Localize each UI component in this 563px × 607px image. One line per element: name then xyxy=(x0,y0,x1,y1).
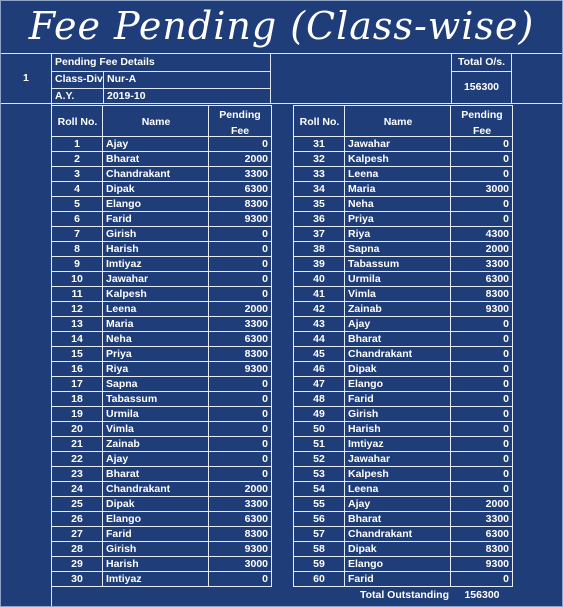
pending-fee-cell: 0 xyxy=(451,317,513,332)
pending-fee-cell: 0 xyxy=(451,437,513,452)
pending-fee-cell: 4300 xyxy=(451,227,513,242)
pending-fee-cell: 9300 xyxy=(451,302,513,317)
roll-number-cell: 42 xyxy=(294,302,345,317)
name-cell: Tabassum xyxy=(103,392,209,407)
table-row xyxy=(52,272,272,287)
pending-fee-cell: 8300 xyxy=(451,287,513,302)
pending-fee-cell: 8300 xyxy=(209,347,272,362)
roll-number-cell: 57 xyxy=(294,527,345,542)
name-cell: Girish xyxy=(103,227,209,242)
name-cell: Kalpesh xyxy=(345,152,451,167)
header-roll-right: Roll No. xyxy=(299,116,340,128)
pending-fee-cell: 0 xyxy=(209,242,272,257)
pending-fee-cell: 0 xyxy=(451,377,513,392)
divider xyxy=(103,71,104,104)
table-row xyxy=(294,212,513,227)
roll-number-cell: 15 xyxy=(52,347,103,362)
pending-fee-cell: 0 xyxy=(209,392,272,407)
divider xyxy=(51,53,52,104)
table-row xyxy=(52,452,272,467)
table-row xyxy=(52,437,272,452)
roll-number-cell: 4 xyxy=(52,182,103,197)
name-cell: Priya xyxy=(345,212,451,227)
pending-fee-cell: 2000 xyxy=(209,152,272,167)
pending-fee-cell: 2000 xyxy=(209,482,272,497)
pending-fee-cell: 0 xyxy=(451,212,513,227)
name-cell: Elango xyxy=(345,377,451,392)
header-name-left: Name xyxy=(141,116,171,128)
pending-fee-cell: 0 xyxy=(209,407,272,422)
pending-fee-cell: 9300 xyxy=(209,542,272,557)
table-row xyxy=(294,152,513,167)
pending-fee-cell: 2000 xyxy=(209,302,272,317)
roll-number-cell: 5 xyxy=(52,197,103,212)
fee-table-right xyxy=(293,105,513,587)
table-row xyxy=(294,227,513,242)
table-row xyxy=(52,287,272,302)
roll-number-cell: 17 xyxy=(52,377,103,392)
table-row xyxy=(294,302,513,317)
table-row xyxy=(294,242,513,257)
table-row xyxy=(294,542,513,557)
name-cell: Chandrakant xyxy=(345,527,451,542)
divider xyxy=(511,53,512,104)
roll-number-cell: 35 xyxy=(294,197,345,212)
name-cell: Farid xyxy=(103,527,209,542)
pending-fee-cell: 0 xyxy=(451,572,513,587)
table-row xyxy=(52,152,272,167)
pending-fee-cell: 3000 xyxy=(451,182,513,197)
roll-number-cell: 16 xyxy=(52,362,103,377)
table-row xyxy=(294,572,513,587)
roll-number-cell: 6 xyxy=(52,212,103,227)
ay-label: A.Y. xyxy=(55,90,75,102)
name-cell: Dipak xyxy=(345,542,451,557)
pending-fee-cell: 0 xyxy=(451,197,513,212)
table-row xyxy=(294,407,513,422)
name-cell: Riya xyxy=(345,227,451,242)
header-name-right: Name xyxy=(383,116,413,128)
table-row xyxy=(52,512,272,527)
pending-fee-cell: 0 xyxy=(451,452,513,467)
name-cell: Riya xyxy=(103,362,209,377)
pending-fee-cell: 3300 xyxy=(209,167,272,182)
name-cell: Chandrakant xyxy=(103,482,209,497)
roll-number-cell: 22 xyxy=(52,452,103,467)
table-row xyxy=(294,347,513,362)
divider xyxy=(1,103,562,104)
name-cell: Ajay xyxy=(103,137,209,152)
pending-fee-cell: 2000 xyxy=(451,242,513,257)
table-row xyxy=(52,392,272,407)
roll-number-cell: 48 xyxy=(294,392,345,407)
roll-number-cell: 23 xyxy=(52,467,103,482)
name-cell: Bharat xyxy=(345,512,451,527)
divider xyxy=(51,88,271,89)
roll-number-cell: 3 xyxy=(52,167,103,182)
pending-fee-cell: 9300 xyxy=(209,212,272,227)
name-cell: Imtiyaz xyxy=(103,572,209,587)
pending-fee-cell: 0 xyxy=(451,362,513,377)
table-row xyxy=(52,572,272,587)
name-cell: Zainab xyxy=(103,437,209,452)
header-fee-right: Pending Fee xyxy=(461,109,503,137)
table-row xyxy=(294,497,513,512)
name-cell: Chandrakant xyxy=(345,347,451,362)
roll-number-cell: 59 xyxy=(294,557,345,572)
name-cell: Farid xyxy=(345,572,451,587)
table-row xyxy=(52,362,272,377)
name-cell: Jawahar xyxy=(345,452,451,467)
roll-number-cell: 1 xyxy=(52,137,103,152)
pending-fee-cell: 6300 xyxy=(209,332,272,347)
table-row xyxy=(52,317,272,332)
serial-number: 1 xyxy=(23,72,29,84)
table-row xyxy=(52,407,272,422)
name-cell: Leena xyxy=(345,167,451,182)
table-row xyxy=(52,482,272,497)
name-cell: Sapna xyxy=(345,242,451,257)
roll-number-cell: 25 xyxy=(52,497,103,512)
pending-fee-cell: 6300 xyxy=(209,182,272,197)
roll-number-cell: 20 xyxy=(52,422,103,437)
roll-number-cell: 28 xyxy=(52,542,103,557)
name-cell: Maria xyxy=(345,182,451,197)
pending-fee-cell: 0 xyxy=(209,272,272,287)
name-cell: Jawahar xyxy=(103,272,209,287)
pending-fee-cell: 8300 xyxy=(451,542,513,557)
roll-number-cell: 56 xyxy=(294,512,345,527)
table-row xyxy=(294,167,513,182)
table-row xyxy=(294,557,513,572)
table-row xyxy=(52,197,272,212)
roll-number-cell: 30 xyxy=(52,572,103,587)
name-cell: Dipak xyxy=(103,497,209,512)
name-cell: Kalpesh xyxy=(345,467,451,482)
name-cell: Maria xyxy=(103,317,209,332)
pending-fee-cell: 0 xyxy=(451,482,513,497)
name-cell: Girish xyxy=(103,542,209,557)
name-cell: Imtiyaz xyxy=(103,257,209,272)
pending-fee-cell: 3300 xyxy=(209,317,272,332)
name-cell: Elango xyxy=(103,197,209,212)
roll-number-cell: 41 xyxy=(294,287,345,302)
name-cell: Bharat xyxy=(103,152,209,167)
name-cell: Girish xyxy=(345,407,451,422)
roll-number-cell: 45 xyxy=(294,347,345,362)
pending-fee-cell: 0 xyxy=(209,452,272,467)
ay-value: 2019-10 xyxy=(107,90,146,102)
pending-fee-cell: 0 xyxy=(451,347,513,362)
table-row xyxy=(52,257,272,272)
roll-number-cell: 43 xyxy=(294,317,345,332)
name-cell: Neha xyxy=(103,332,209,347)
pending-fee-cell: 3300 xyxy=(451,257,513,272)
pending-fee-cell: 0 xyxy=(451,407,513,422)
roll-number-cell: 21 xyxy=(52,437,103,452)
name-cell: Vimla xyxy=(103,422,209,437)
roll-number-cell: 13 xyxy=(52,317,103,332)
name-cell: Jawahar xyxy=(345,137,451,152)
table-row xyxy=(294,467,513,482)
name-cell: Sapna xyxy=(103,377,209,392)
fee-table-left xyxy=(51,105,272,587)
roll-number-cell: 40 xyxy=(294,272,345,287)
name-cell: Elango xyxy=(103,512,209,527)
pending-fee-cell: 0 xyxy=(451,137,513,152)
table-row xyxy=(294,257,513,272)
class-value: Nur-A xyxy=(107,73,137,85)
pending-fee-cell: 0 xyxy=(209,422,272,437)
header-roll-left: Roll No. xyxy=(57,116,98,128)
roll-number-cell: 26 xyxy=(52,512,103,527)
table-row xyxy=(294,362,513,377)
divider xyxy=(270,53,271,104)
roll-number-cell: 34 xyxy=(294,182,345,197)
table-row xyxy=(52,377,272,392)
roll-number-cell: 27 xyxy=(52,527,103,542)
pending-fee-cell: 0 xyxy=(451,467,513,482)
name-cell: Urmila xyxy=(345,272,451,287)
roll-number-cell: 10 xyxy=(52,272,103,287)
name-cell: Farid xyxy=(345,392,451,407)
total-os-value: 156300 xyxy=(463,81,500,93)
pending-fee-cell: 0 xyxy=(451,152,513,167)
table-row xyxy=(52,542,272,557)
pending-fee-cell: 0 xyxy=(209,287,272,302)
divider xyxy=(451,71,512,72)
pending-fee-cell: 0 xyxy=(209,572,272,587)
roll-number-cell: 9 xyxy=(52,257,103,272)
roll-number-cell: 49 xyxy=(294,407,345,422)
table-row xyxy=(294,197,513,212)
pending-fee-cell: 0 xyxy=(209,377,272,392)
name-cell: Ajay xyxy=(345,317,451,332)
roll-number-cell: 2 xyxy=(52,152,103,167)
name-cell: Elango xyxy=(345,557,451,572)
pending-fee-cell: 0 xyxy=(209,137,272,152)
total-os-label: Total O/s. xyxy=(457,56,506,68)
roll-number-cell: 55 xyxy=(294,497,345,512)
table-row xyxy=(52,332,272,347)
divider xyxy=(1,53,562,54)
table-row xyxy=(52,302,272,317)
table-row xyxy=(294,332,513,347)
pending-fee-cell: 0 xyxy=(451,167,513,182)
pending-fee-cell: 3000 xyxy=(209,557,272,572)
name-cell: Vimla xyxy=(345,287,451,302)
roll-number-cell: 58 xyxy=(294,542,345,557)
table-row xyxy=(52,182,272,197)
table-row xyxy=(294,392,513,407)
pending-fee-cell: 0 xyxy=(451,392,513,407)
roll-number-cell: 60 xyxy=(294,572,345,587)
table-row xyxy=(52,527,272,542)
table-row xyxy=(52,242,272,257)
pending-fee-cell: 3300 xyxy=(209,497,272,512)
roll-number-cell: 19 xyxy=(52,407,103,422)
table-row xyxy=(294,377,513,392)
pending-fee-cell: 0 xyxy=(451,332,513,347)
table-row xyxy=(52,212,272,227)
roll-number-cell: 7 xyxy=(52,227,103,242)
pending-fee-cell: 8300 xyxy=(209,197,272,212)
name-cell: Zainab xyxy=(345,302,451,317)
table-row xyxy=(294,287,513,302)
name-cell: Dipak xyxy=(103,182,209,197)
name-cell: Chandrakant xyxy=(103,167,209,182)
roll-number-cell: 39 xyxy=(294,257,345,272)
table-row xyxy=(52,422,272,437)
pending-fee-cell: 9300 xyxy=(451,557,513,572)
roll-number-cell: 38 xyxy=(294,242,345,257)
table-row xyxy=(294,452,513,467)
table-row xyxy=(52,347,272,362)
table-row xyxy=(52,557,272,572)
roll-number-cell: 12 xyxy=(52,302,103,317)
name-cell: Bharat xyxy=(103,467,209,482)
table-row xyxy=(52,227,272,242)
name-cell: Leena xyxy=(345,482,451,497)
table-row xyxy=(294,317,513,332)
name-cell: Harish xyxy=(103,242,209,257)
table-row xyxy=(294,422,513,437)
name-cell: Farid xyxy=(103,212,209,227)
name-cell: Leena xyxy=(103,302,209,317)
name-cell: Harish xyxy=(103,557,209,572)
table-row xyxy=(294,182,513,197)
name-cell: Ajay xyxy=(103,452,209,467)
table-row xyxy=(294,527,513,542)
roll-number-cell: 44 xyxy=(294,332,345,347)
pending-fee-cell: 9300 xyxy=(209,362,272,377)
roll-number-cell: 33 xyxy=(294,167,345,182)
name-cell: Dipak xyxy=(345,362,451,377)
roll-number-cell: 53 xyxy=(294,467,345,482)
roll-number-cell: 32 xyxy=(294,152,345,167)
total-outstanding-label: Total Outstanding xyxy=(359,589,449,601)
header-fee-left: Pending Fee xyxy=(219,109,261,137)
name-cell: Bharat xyxy=(345,332,451,347)
name-cell: Neha xyxy=(345,197,451,212)
roll-number-cell: 24 xyxy=(52,482,103,497)
pending-fee-cell: 3300 xyxy=(451,512,513,527)
name-cell: Harish xyxy=(345,422,451,437)
table-row xyxy=(294,272,513,287)
roll-number-cell: 50 xyxy=(294,422,345,437)
roll-number-cell: 51 xyxy=(294,437,345,452)
pending-fee-cell: 6300 xyxy=(209,512,272,527)
pending-fee-cell: 6300 xyxy=(451,272,513,287)
pending-fee-cell: 2000 xyxy=(451,497,513,512)
name-cell: Tabassum xyxy=(345,257,451,272)
roll-number-cell: 47 xyxy=(294,377,345,392)
roll-number-cell: 31 xyxy=(294,137,345,152)
pending-fee-cell: 0 xyxy=(209,437,272,452)
name-cell: Ajay xyxy=(345,497,451,512)
table-row xyxy=(52,467,272,482)
roll-number-cell: 46 xyxy=(294,362,345,377)
pending-fee-cell: 0 xyxy=(209,257,272,272)
roll-number-cell: 37 xyxy=(294,227,345,242)
class-label: Class-Div xyxy=(55,73,103,85)
section-label: Pending Fee Details xyxy=(55,56,155,68)
pending-fee-cell: 6300 xyxy=(451,527,513,542)
table-row xyxy=(294,437,513,452)
name-cell: Urmila xyxy=(103,407,209,422)
name-cell: Imtiyaz xyxy=(345,437,451,452)
pending-fee-cell: 8300 xyxy=(209,527,272,542)
pending-fee-cell: 0 xyxy=(209,467,272,482)
roll-number-cell: 54 xyxy=(294,482,345,497)
roll-number-cell: 14 xyxy=(52,332,103,347)
name-cell: Priya xyxy=(103,347,209,362)
roll-number-cell: 36 xyxy=(294,212,345,227)
table-row xyxy=(52,167,272,182)
page-title: Fee Pending (Class-wise) xyxy=(28,4,535,48)
roll-number-cell: 8 xyxy=(52,242,103,257)
roll-number-cell: 52 xyxy=(294,452,345,467)
total-outstanding-value: 156300 xyxy=(464,589,500,601)
roll-number-cell: 11 xyxy=(52,287,103,302)
table-row xyxy=(294,482,513,497)
pending-fee-cell: 0 xyxy=(209,227,272,242)
pending-fee-cell: 0 xyxy=(451,422,513,437)
roll-number-cell: 29 xyxy=(52,557,103,572)
table-row xyxy=(294,512,513,527)
table-row xyxy=(52,497,272,512)
name-cell: Kalpesh xyxy=(103,287,209,302)
roll-number-cell: 18 xyxy=(52,392,103,407)
